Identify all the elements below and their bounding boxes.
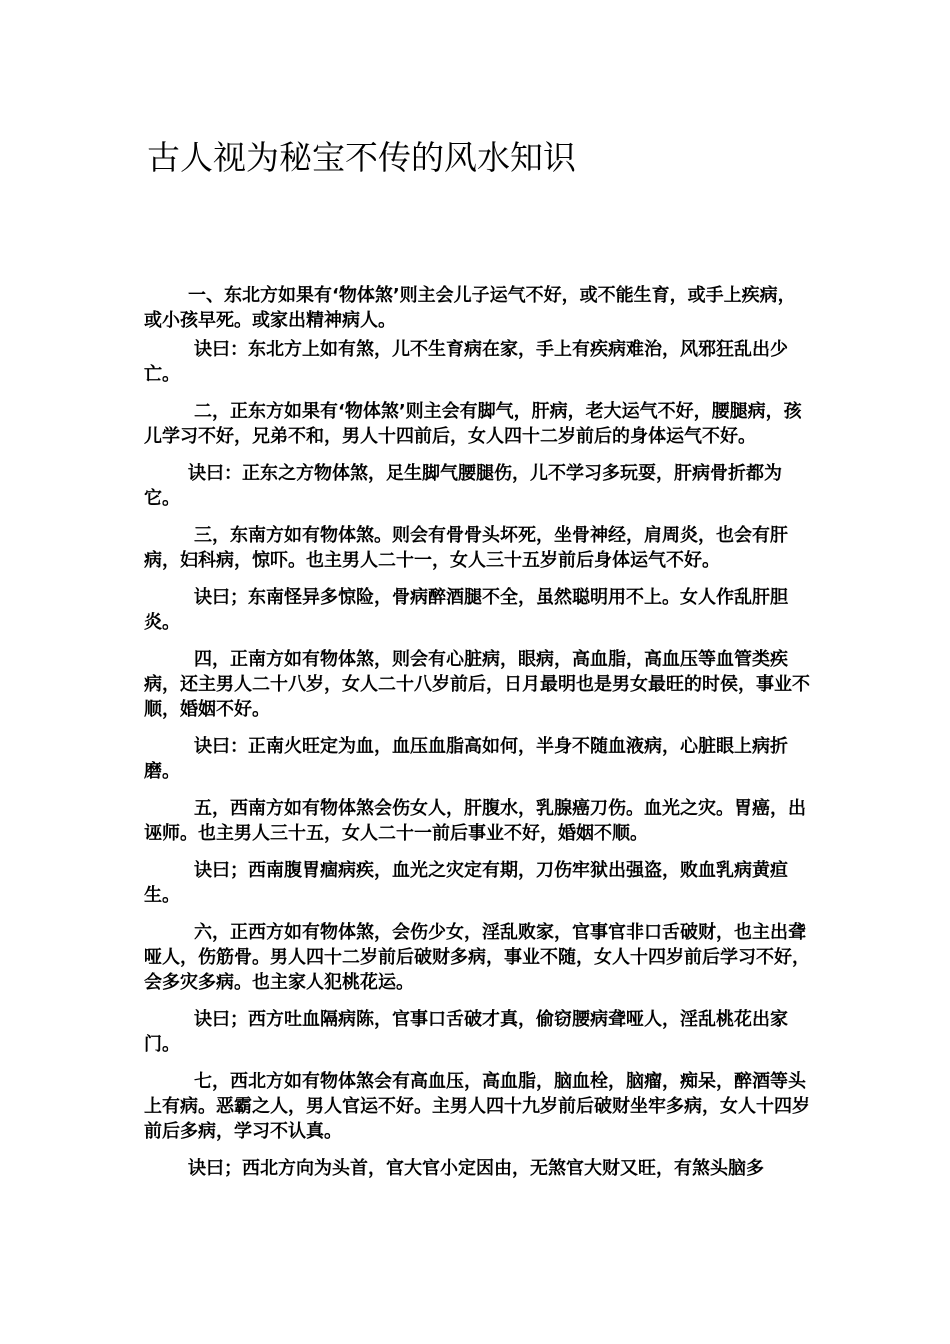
paragraph-northwest: 七，西北方如有物体煞会有高血压，高血脂，脑血栓，脑瘤，痴呆，醉酒等头上有病。恶霸之人，男人官运不好。主男人四十九岁前后破财坐牢多病，女人十四岁前后多病，学习不认真。: [144, 1071, 810, 1142]
verse-east: 诀曰：正东之方物体煞，足生脚气腰腿伤，儿不学习多玩耍，肝病骨折都为它。: [144, 463, 782, 509]
document-title: 古人视为秘宝不传的风水知识: [147, 138, 576, 177]
paragraph-east: 二，正东方如果有‘物体煞’则主会有脚气，肝病，老大运气不好，腰腿病，孩儿学习不好，兄弟不和，男人十四前后，女人四十二岁前后的身体运气不好。: [144, 401, 802, 447]
paragraph-west: 六，正西方如有物体煞，会伤少女，淫乱败家，官事官非口舌破财，也主出聋哑人，伤筋骨。男人四十二岁前后破财多病，事业不随，女人十四岁前后学习不好，会多灾多病。也主家人犯桃花运。: [144, 922, 810, 993]
verse-west: 诀曰；西方吐血隔病陈，官事口舌破才真，偷窃腰病聋哑人，淫乱桃花出家门。: [144, 1009, 788, 1055]
paragraph-southwest: 五，西南方如有物体煞会伤女人，肝腹水，乳腺癌刀伤。血光之灾。胃癌，出诬师。也主男人三十五，女人二十一前后事业不好，婚姻不顺。: [144, 798, 806, 844]
verse-southeast: 诀曰；东南怪异多惊险，骨病醉酒腿不全，虽然聪明用不上。女人作乱肝胆炎。: [144, 587, 788, 633]
paragraph-southeast: 三，东南方如有物体煞。则会有骨骨头坏死，坐骨神经，肩周炎，也会有肝病，妇科病，惊吓。也主男人二十一，女人三十五岁前后身体运气不好。: [144, 525, 788, 571]
verse-southwest: 诀曰；西南腹胃痼病疾，血光之灾定有期，刀伤牢狱出强盗，败血乳病黄疸生。: [144, 860, 788, 906]
paragraph-northeast: 一、东北方如果有‘物体煞’则主会儿子运气不好，或不能生育，或手上疾病，或小孩早死。或家出精神病人。: [144, 285, 796, 331]
verse-northwest: 诀曰；西北方向为头首，官大官小定因由，无煞官大财又旺，有煞头脑多: [188, 1158, 764, 1179]
paragraph-south: 四，正南方如有物体煞，则会有心脏病，眼病，高血脂，高血压等血管类疾病，还主男人二十八岁，女人二十八岁前后，日月最明也是男女最旺的时侯，事业不顺，婚姻不好。: [144, 649, 810, 720]
verse-northeast: 诀曰：东北方上如有煞，儿不生育病在家，手上有疾病难治，风邪狂乱出少亡。: [144, 339, 788, 385]
verse-south: 诀曰：正南火旺定为血，血压血脂高如何，半身不随血液病，心脏眼上病折磨。: [144, 736, 788, 782]
document-body: [144, 283, 812, 1193]
